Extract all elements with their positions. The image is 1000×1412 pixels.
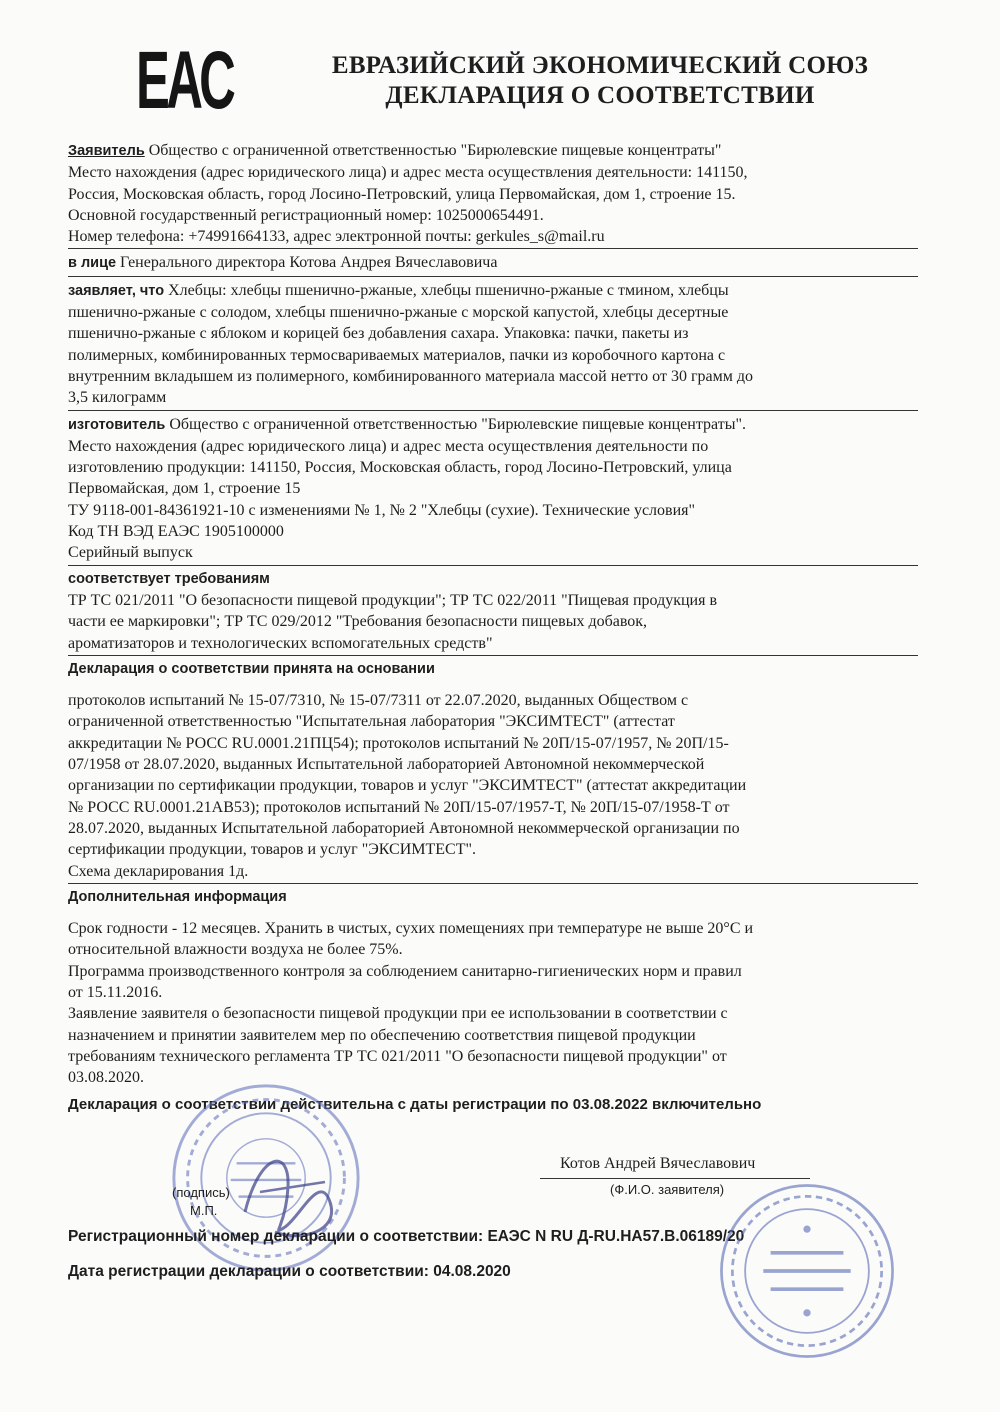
requirements-line: ароматизаторов и технологических вспомогательных средств"	[68, 634, 493, 652]
manufacturer-name: Общество с ограниченной ответственностью "Бирюлевские пищевые концентраты".	[165, 415, 746, 433]
manufacturer-detail-line: Серийный выпуск	[68, 544, 193, 562]
product-line: пшенично-ржаные с яблоком и корицей без добавления сахара. Упаковка: пачки, пакеты из	[68, 325, 689, 343]
additional-label: Дополнительная информация	[68, 888, 287, 905]
applicant-name: Общество с ограниченной ответственностью "Бирюлевские пищевые концентраты"	[144, 142, 722, 159]
basis-line: 07/1958 от 28.07.2020, выданных Испытательной лабораторией Автономной некоммерческой	[68, 756, 705, 774]
basis-section	[68, 659, 918, 884]
basis-line: сертификации продукции, товаров и услуг "ЭКСИМТЕСТ".	[68, 841, 477, 859]
product-line: 3,5 килограмм	[68, 389, 167, 407]
person-line	[68, 252, 918, 274]
manufacturer-detail-line: Первомайская, дом 1, строение 15	[68, 480, 301, 498]
fio-caption: (Ф.И.О. заявителя)	[610, 1182, 725, 1197]
additional-line: Программа производственного контроля за соблюдением санитарно-гигиенических норм и правил	[68, 962, 742, 980]
union-title: ЕВРАЗИЙСКИЙ ЭКОНОМИЧЕСКИЙ СОЮЗ	[331, 52, 869, 79]
declares-label: заявляет, что	[68, 282, 165, 299]
document-title: ДЕКЛАРАЦИЯ О СООТВЕТСТВИИ	[385, 82, 815, 109]
manufacturer-label: изготовитель	[68, 416, 166, 433]
registration-seal-stamp	[716, 1180, 898, 1362]
manufacturer-section	[68, 414, 918, 566]
product-line: внутренним вкладышем из полимерного, комбинированного материала массой нетто от 30 грамм до	[68, 367, 753, 385]
person-section	[68, 252, 918, 276]
product-line: полимерных, комбинированных термосвариваемых материалов, пачки из коробочного картона с	[68, 346, 726, 364]
basis-line: организации по сертификации продукции, товаров и услуг "ЭКСИМТЕСТ" (аттестат аккредитации	[68, 777, 747, 795]
product-line: пшенично-ржаные с солодом, хлебцы пшенично-ржаные с морской капустой, хлебцы десертные	[68, 304, 729, 322]
basis-line: № РОСС RU.0001.21АВ53); протоколов испытаний № 20П/15-07/1957-Т, № 20П/15-07/1958-Т от	[68, 798, 730, 816]
additional-line: от 15.11.2016.	[68, 983, 163, 1001]
additional-line: назначением и принятии заявителем мер по обеспечению соответствия пищевой продукции	[68, 1026, 696, 1044]
applicant-line	[68, 140, 918, 162]
applicant-ogrn-line: Основной государственный регистрационный номер: 1025000654491.	[68, 206, 544, 224]
basis-line: Схема декларирования 1д.	[68, 862, 249, 880]
additional-line: относительной влажности воздуха не более 75%.	[68, 941, 403, 959]
manufacturer-line	[68, 414, 918, 436]
registration-date: Дата регистрации декларации о соответствии: 04.08.2020	[68, 1263, 511, 1280]
additional-line: Срок годности - 12 месяцев. Хранить в чистых, сухих помещениях при температуре не выше 20°С и	[68, 920, 754, 938]
declaration-body	[68, 140, 918, 1092]
requirements-section	[68, 569, 918, 656]
additional-line: требованиям технического регламента ТР ТС 021/2011 "О безопасности пищевой продукции" от	[68, 1047, 727, 1065]
manufacturer-detail-line: изготовлению продукции: 141150, Россия, Московская область, город Лосино-Петровский, улица	[68, 459, 732, 477]
applicant-contacts-line: Номер телефона: +74991664133, адрес электронной почты: gerkules_s@mail.ru	[68, 228, 605, 246]
applicant-section	[68, 140, 918, 249]
additional-line: 03.08.2020.	[68, 1069, 144, 1087]
requirements-line: ТР ТС 021/2011 "О безопасности пищевой продукции"; ТР ТС 022/2011 "Пищевая продукция в	[68, 591, 718, 609]
registration-number: Регистрационный номер декларации о соответствии: ЕАЭС N RU Д-RU.HA57.B.06189/20	[68, 1228, 745, 1245]
basis-line: ограниченной ответственностью "Испытательная лаборатория "ЭКСИМТЕСТ" (аттестат	[68, 713, 675, 731]
basis-line: 28.07.2020, выданных Испытательной лабораторией Автономной некоммерческой организации по	[68, 819, 740, 837]
manufacturer-detail-line: Место нахождения (адрес юридического лица) и адрес места осуществления деятельности по	[68, 437, 709, 455]
declares-line	[68, 280, 918, 302]
validity-statement: Декларация о соответствии действительна с даты регистрации по 03.08.2022 включительно	[68, 1096, 762, 1113]
signature-line	[540, 1178, 810, 1179]
applicant-address-line: Россия, Московская область, город Лосино-Петровский, улица Первомайская, дом 1, строение 15.	[68, 185, 736, 203]
signature-caption: (подпись)	[172, 1185, 230, 1200]
requirements-label: соответствует требованиям	[68, 570, 270, 587]
basis-label: Декларация о соответствии принята на основании	[68, 660, 435, 677]
eac-logo: EAC	[136, 35, 233, 126]
declares-first-line: Хлебцы: хлебцы пшенично-ржаные, хлебцы пшенично-ржаные с тмином, хлебцы	[164, 281, 729, 299]
seal-caption: М.П.	[190, 1203, 218, 1218]
applicant-address-line: Место нахождения (адрес юридического лица) и адрес места осуществления деятельности: 141150,	[68, 164, 748, 182]
manufacturer-detail-line: ТУ 9118-001-84361921-10 с изменениями № 1, № 2 "Хлебцы (сухие). Технические условия"	[68, 501, 696, 519]
additional-section	[68, 887, 918, 1090]
person-text: Генерального директора Котова Андрея Вячеславовича	[116, 254, 498, 272]
applicant-label: Заявитель	[68, 143, 145, 159]
requirements-line: части ее маркировки"; ТР ТС 029/2012 "Требования безопасности пищевых добавок,	[68, 613, 648, 631]
applicant-signatory-name: Котов Андрей Вячеславович	[560, 1155, 756, 1172]
basis-line: аккредитации № РОСС RU.0001.21ПЦ54); протоколов испытаний № 20П/15-07/1957, № 20П/15-	[68, 734, 729, 752]
additional-line: Заявление заявителя о безопасности пищевой продукции при ее использовании в соответствии с	[68, 1005, 728, 1023]
person-label: в лице	[68, 255, 117, 272]
basis-line: протоколов испытаний № 15-07/7310, № 15-07/7311 от 22.07.2020, выданных Обществом с	[68, 692, 689, 710]
manufacturer-detail-line: Код ТН ВЭД ЕАЭС 1905100000	[68, 523, 284, 541]
declares-section	[68, 280, 918, 411]
